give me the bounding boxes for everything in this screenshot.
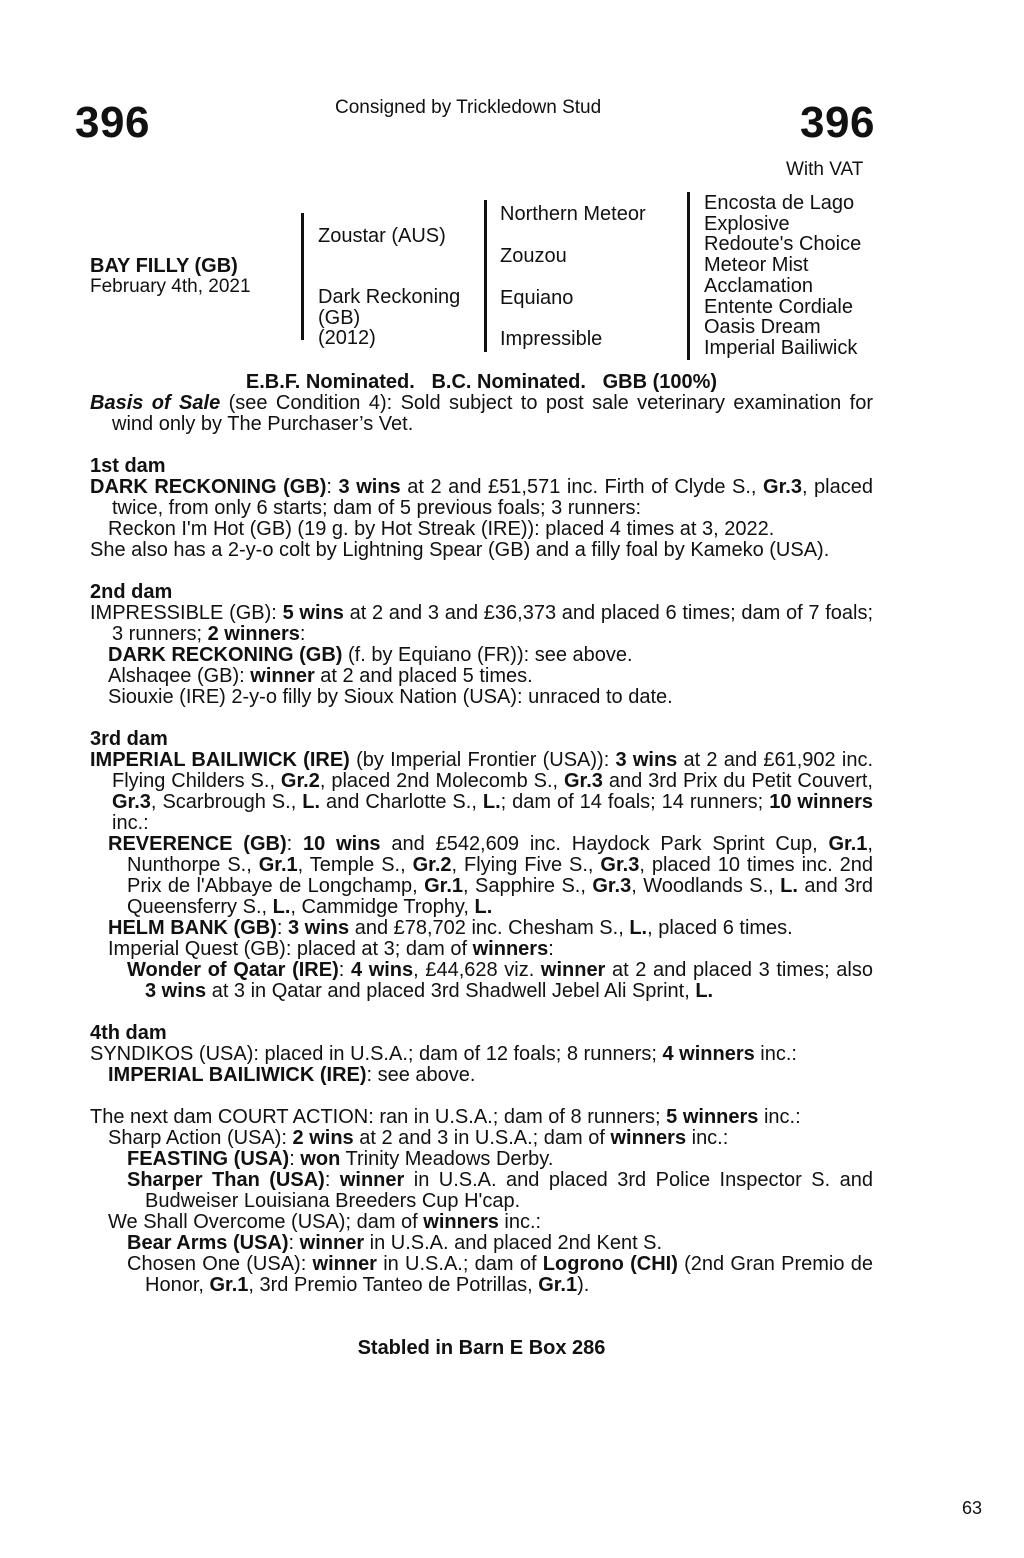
entry-text: She also has a 2-y-o colt by Lightning Spear (GB) and a filly foal by Kameko (USA). <box>90 539 830 561</box>
entry-text: : <box>324 1169 340 1191</box>
entry-text: (2nd Gran Premio de Honor, <box>145 1253 873 1296</box>
dam-section <box>90 435 873 561</box>
pedigree-entry <box>127 1149 873 1170</box>
emphasis-text: winner <box>299 1232 365 1254</box>
entry-text: (see Condition 4): Sold subject to post sale veterinary examination for wind only by The Purchaser’s Vet. <box>112 392 873 435</box>
emphasis-text: Bear Arms (USA) <box>127 1232 289 1254</box>
emphasis-text: 10 wins <box>303 833 381 855</box>
emphasis-text: winners <box>423 1211 499 1233</box>
entry-text: IMPRESSIBLE (GB): <box>90 602 283 624</box>
grandparent: Equiano <box>500 287 574 309</box>
emphasis-text: L. <box>629 917 648 939</box>
entry-text: , Cammidge Trophy, <box>290 896 475 918</box>
dam-section <box>90 708 873 1002</box>
entry-text: , placed 6 times. <box>647 917 793 939</box>
emphasis-text: Basis of Sale <box>90 392 221 414</box>
dam-section <box>90 1086 873 1296</box>
pedigree-entry <box>90 477 873 519</box>
entry-text: : <box>548 938 554 960</box>
emphasis-text: 10 winners <box>769 791 874 813</box>
great-grandparent: Oasis Dream <box>704 316 821 339</box>
great-grandparent: Explosive <box>704 212 790 235</box>
pedigree-entry <box>108 939 873 960</box>
entry-text: : see above. <box>366 1064 476 1086</box>
emphasis-text: HELM BANK (GB) <box>108 917 277 939</box>
entry-text: : <box>338 959 351 981</box>
pedigree-entry <box>90 603 873 645</box>
pedigree-entry <box>108 1212 873 1233</box>
entry-text: , placed 10 times inc. 2nd Prix de l'Abbaye de Longchamp, <box>127 854 874 897</box>
entry-text: , placed twice, from only 6 starts; dam of 5 previous foals; 3 runners: <box>112 476 873 519</box>
dam-year: (2012) <box>318 327 376 350</box>
dam-sections <box>90 393 873 1296</box>
pedigree-entry <box>127 1233 873 1254</box>
emphasis-text: 3 wins <box>615 749 678 771</box>
emphasis-text: Gr.3 <box>592 875 632 897</box>
entry-text: , Scarbrough S., <box>150 791 303 813</box>
pedigree-bracket-2 <box>484 200 487 352</box>
emphasis-text: 2 wins <box>292 1127 354 1149</box>
emphasis-text: L. <box>474 896 493 918</box>
emphasis-text: 2 winners <box>207 623 300 645</box>
emphasis-text: REVERENCE (GB) <box>108 833 287 855</box>
emphasis-text: winners <box>472 938 549 960</box>
entry-text: , Woodlands S., <box>631 875 781 897</box>
dam-origin: (GB) <box>318 306 361 329</box>
great-grandparent: Entente Cordiale <box>704 295 853 318</box>
emphasis-text: Gr.1 <box>258 854 298 876</box>
emphasis-text: L. <box>272 896 291 918</box>
emphasis-text: 5 wins <box>282 602 344 624</box>
entry-text: : <box>299 623 306 645</box>
pedigree-entry <box>90 1107 873 1128</box>
consignor: Consigned by Trickledown Stud <box>335 97 602 118</box>
entry-text: in U.S.A.; dam of <box>376 1253 543 1275</box>
entry-text: , Temple S., <box>297 854 413 876</box>
entry-text: Alshaqee (GB): <box>108 665 251 687</box>
section-heading: 2nd dam <box>90 581 173 603</box>
emphasis-text: winner <box>312 1253 377 1275</box>
entry-text: in U.S.A. and placed 2nd Kent S. <box>364 1232 663 1254</box>
entry-text: and 3rd Prix du Petit Couvert, <box>602 770 873 792</box>
pedigree-entry <box>108 687 873 708</box>
foaling-date: February 4th, 2021 <box>90 276 251 297</box>
entry-text: Sharp Action (USA): <box>108 1127 293 1149</box>
emphasis-text: winner <box>339 1169 405 1191</box>
pedigree-entry <box>90 540 873 561</box>
vat-status: With VAT <box>786 159 864 180</box>
dam-section <box>90 393 873 435</box>
great-grandparent: Acclamation <box>704 274 813 297</box>
entry-text: : <box>326 476 339 498</box>
entry-text: ). <box>577 1274 590 1296</box>
entry-text: Imperial Quest (GB): placed at 3; dam of <box>108 938 473 960</box>
emphasis-text: L. <box>482 791 501 813</box>
emphasis-text: Gr.1 <box>424 875 464 897</box>
entry-text: : <box>289 1148 301 1170</box>
emphasis-text: FEASTING (USA) <box>127 1148 290 1170</box>
catalogue-text <box>90 372 873 1359</box>
entry-text: , £44,628 viz. <box>413 959 541 981</box>
emphasis-text: 3 wins <box>338 476 401 498</box>
emphasis-text: 4 winners <box>662 1043 755 1065</box>
pedigree-entry <box>127 1254 873 1296</box>
pedigree-bracket-1 <box>301 213 304 340</box>
emphasis-text: DARK RECKONING (GB) <box>108 644 343 666</box>
pedigree-entry <box>108 666 873 687</box>
emphasis-text: Gr.1 <box>828 833 868 855</box>
entry-text: , Nunthorpe S., <box>127 833 873 876</box>
emphasis-text: IMPERIAL BAILIWICK (IRE) <box>108 1064 367 1086</box>
pedigree-entry <box>90 1044 873 1065</box>
pedigree-entry <box>127 1170 873 1212</box>
entry-text: inc.: <box>498 1211 542 1233</box>
entry-text: inc.: <box>686 1127 729 1149</box>
entry-text: and £78,702 inc. Chesham S., <box>349 917 630 939</box>
entry-text: and £542,609 inc. Haydock Park Sprint Cup, <box>380 833 829 855</box>
emphasis-text: Logrono (CHI) <box>542 1253 678 1275</box>
entry-text: Siouxie (IRE) 2-y-o filly by Sioux Nation (USA): unraced to date. <box>108 686 673 708</box>
entry-text: , Flying Five S., <box>451 854 601 876</box>
entry-text: at 2 and 3 in U.S.A.; dam of <box>353 1127 611 1149</box>
entry-text: at 2 and placed 5 times. <box>314 665 533 687</box>
emphasis-text: L. <box>695 980 714 1002</box>
entry-text: at 2 and placed 3 times; also <box>605 959 873 981</box>
emphasis-text: 3 wins <box>145 980 207 1002</box>
pedigree-entry <box>108 1128 873 1149</box>
grandparent: Zouzou <box>500 245 567 267</box>
emphasis-text: DARK RECKONING (GB) <box>90 476 327 498</box>
pedigree-entry <box>108 834 873 918</box>
pedigree-entry <box>108 918 873 939</box>
section-heading: 3rd dam <box>90 728 168 750</box>
entry-text: at 2 and £51,571 inc. Firth of Clyde S., <box>400 476 764 498</box>
entry-text: and 3rd Queensferry S., <box>127 875 873 918</box>
emphasis-text: Gr.1 <box>538 1274 578 1296</box>
great-grandparent: Encosta de Lago <box>704 192 855 214</box>
emphasis-text: 3 wins <box>288 917 350 939</box>
great-grandparents <box>704 193 861 359</box>
great-grandparent: Imperial Bailiwick <box>704 336 858 359</box>
entry-text: at 2 and 3 and £36,373 and placed 6 times; dam of 7 foals; 3 runners; <box>112 602 874 645</box>
dam-section <box>90 1002 873 1086</box>
sire: Zoustar (AUS) <box>318 225 446 247</box>
emphasis-text: Gr.2 <box>280 770 320 792</box>
emphasis-text: won <box>300 1148 341 1170</box>
emphasis-text: Wonder of Qatar (IRE) <box>127 959 339 981</box>
entry-text: inc.: <box>754 1043 797 1065</box>
stabling-info: Stabled in Barn E Box 286 <box>357 1337 606 1359</box>
pedigree-bracket-3 <box>687 192 690 360</box>
emphasis-text: Gr.2 <box>412 854 452 876</box>
entry-text: : <box>276 917 288 939</box>
emphasis-text: Gr.3 <box>600 854 640 876</box>
lot-number-right: 396 <box>800 98 875 147</box>
horse-name: BAY FILLY (GB) <box>90 255 238 277</box>
grandparent: Northern Meteor <box>500 203 646 225</box>
grandparent: Impressible <box>500 328 603 350</box>
emphasis-text: 4 wins <box>350 959 414 981</box>
entry-text: , 3rd Premio Tanteo de Potrillas, <box>248 1274 539 1296</box>
entry-text: : <box>286 833 304 855</box>
entry-text: in U.S.A. and placed 3rd Police Inspector S. and Budweiser Louisiana Breeders Cup H'cap. <box>145 1169 873 1212</box>
great-grandparent: Redoute's Choice <box>704 233 862 256</box>
dam-section <box>90 561 873 708</box>
entry-text: The next dam COURT ACTION: ran in U.S.A.; dam of 8 runners; <box>90 1106 667 1128</box>
entry-text: ; dam of 14 foals; 14 runners; <box>500 791 770 813</box>
entry-text: at 3 in Qatar and placed 3rd Shadwell Jebel Ali Sprint, <box>206 980 696 1002</box>
nominations: E.B.F. Nominated. B.C. Nominated. GBB (100%) <box>245 371 718 393</box>
section-heading: 4th dam <box>90 1022 167 1044</box>
pedigree-entry <box>90 750 873 834</box>
entry-text: inc.: <box>112 812 149 834</box>
page-number: 63 <box>962 1498 983 1518</box>
pedigree-entry <box>90 393 873 435</box>
emphasis-text: Gr.3 <box>112 791 151 813</box>
emphasis-text: winner <box>250 665 315 687</box>
dam <box>318 287 460 349</box>
emphasis-text: winner <box>540 959 606 981</box>
great-grandparent: Meteor Mist <box>704 254 809 277</box>
emphasis-text: IMPERIAL BAILIWICK (IRE) <box>90 749 350 771</box>
emphasis-text: L. <box>302 791 321 813</box>
emphasis-text: Gr.1 <box>209 1274 249 1296</box>
entry-text: Trinity Meadows Derby. <box>340 1148 554 1170</box>
emphasis-text: 5 winners <box>666 1106 759 1128</box>
lot-number-left: 396 <box>75 98 150 147</box>
entry-text: , placed 2nd Molecomb S., <box>319 770 564 792</box>
pedigree-entry <box>108 1065 873 1086</box>
emphasis-text: Gr.3 <box>763 476 802 498</box>
pedigree-entry <box>108 645 873 666</box>
emphasis-text: winners <box>610 1127 687 1149</box>
entry-text: Reckon I'm Hot (GB) (19 g. by Hot Streak (IRE)): placed 4 times at 3, 2022. <box>108 518 775 540</box>
entry-text: (f. by Equiano (FR)): see above. <box>342 644 633 666</box>
entry-text: We Shall Overcome (USA); dam of <box>108 1211 424 1233</box>
entry-text: inc.: <box>758 1106 801 1128</box>
emphasis-text: Gr.3 <box>564 770 603 792</box>
entry-text: at 2 and £61,902 inc. Flying Childers S., <box>112 749 874 792</box>
emphasis-text: L. <box>780 875 798 897</box>
entry-text: SYNDIKOS (USA): placed in U.S.A.; dam of 12 foals; 8 runners; <box>90 1043 663 1065</box>
pedigree-entry <box>127 960 873 1002</box>
section-heading: 1st dam <box>90 455 166 477</box>
entry-text: Chosen One (USA): <box>127 1253 313 1275</box>
entry-text: , Sapphire S., <box>463 875 593 897</box>
pedigree-entry <box>108 519 873 540</box>
entry-text: and Charlotte S., <box>320 791 483 813</box>
entry-text: (by Imperial Frontier (USA)): <box>349 749 616 771</box>
dam-name: Dark Reckoning <box>318 286 461 308</box>
emphasis-text: Sharper Than (USA) <box>127 1169 325 1191</box>
entry-text: : <box>288 1232 300 1254</box>
